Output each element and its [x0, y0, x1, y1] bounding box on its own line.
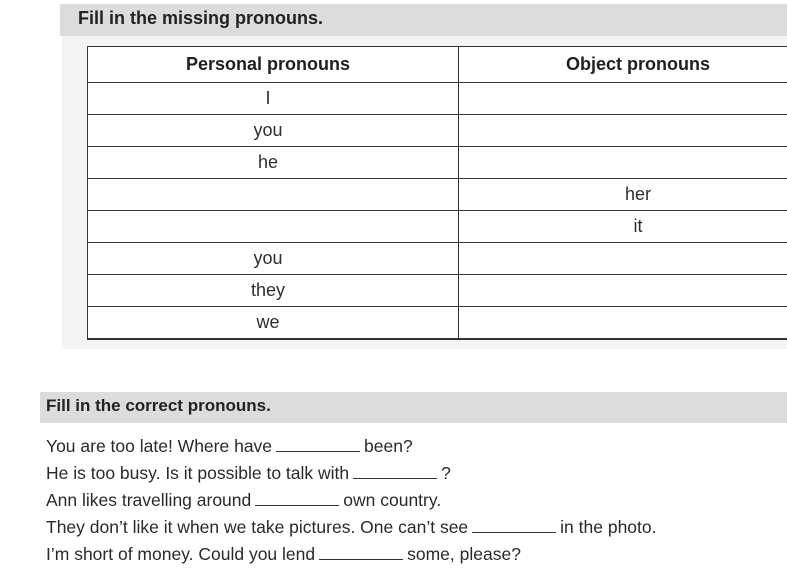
sentence [46, 541, 787, 568]
sentence [46, 487, 787, 514]
personal-cell[interactable]: I [88, 83, 459, 115]
answer-blank[interactable] [255, 491, 339, 506]
sentence-before: I’m short of money. Could you lend [46, 544, 315, 564]
sentence [46, 433, 787, 460]
personal-cell[interactable] [88, 211, 459, 243]
header-personal-pronouns: Personal pronouns [88, 47, 459, 83]
object-cell[interactable] [458, 243, 787, 275]
table-row [88, 211, 787, 243]
sentence [46, 460, 787, 487]
table-row [88, 83, 787, 115]
sentence-after: ? [441, 463, 451, 483]
sentence-before: He is too busy. Is it possible to talk with [46, 463, 349, 483]
header-object-pronouns: Object pronouns [458, 47, 787, 83]
table-row [88, 179, 787, 211]
sentence-after: in the photo. [560, 517, 656, 537]
sentence-list [46, 433, 787, 568]
sentence-after: been? [364, 436, 413, 456]
pronoun-table [87, 46, 787, 340]
table-row [88, 147, 787, 179]
answer-blank[interactable] [472, 518, 556, 533]
sentence-before: They don’t like it when we take pictures. One can’t see [46, 517, 468, 537]
answer-blank[interactable] [276, 437, 360, 452]
section-2-title: Fill in the correct pronouns. [40, 392, 787, 423]
sentence-after: own country. [343, 490, 441, 510]
sentence [46, 514, 787, 541]
personal-cell[interactable] [88, 179, 459, 211]
sentence-before: You are too late! Where have [46, 436, 272, 456]
table-row [88, 115, 787, 147]
object-cell[interactable] [458, 115, 787, 147]
object-cell[interactable] [458, 83, 787, 115]
answer-blank[interactable] [319, 545, 403, 560]
personal-cell[interactable]: you [88, 115, 459, 147]
personal-cell[interactable]: we [88, 307, 459, 340]
object-cell[interactable]: her [458, 179, 787, 211]
table-header-row [88, 47, 787, 83]
table-row [88, 275, 787, 307]
sentence-after: some, please? [407, 544, 521, 564]
answer-blank[interactable] [353, 464, 437, 479]
personal-cell[interactable]: they [88, 275, 459, 307]
object-cell[interactable] [458, 147, 787, 179]
personal-cell[interactable]: you [88, 243, 459, 275]
object-cell[interactable] [458, 307, 787, 340]
sentence-before: Ann likes travelling around [46, 490, 251, 510]
object-cell[interactable]: it [458, 211, 787, 243]
section-1-title: Fill in the missing pronouns. [60, 4, 787, 36]
object-cell[interactable] [458, 275, 787, 307]
table-row [88, 243, 787, 275]
personal-cell[interactable]: he [88, 147, 459, 179]
table-row [88, 307, 787, 340]
